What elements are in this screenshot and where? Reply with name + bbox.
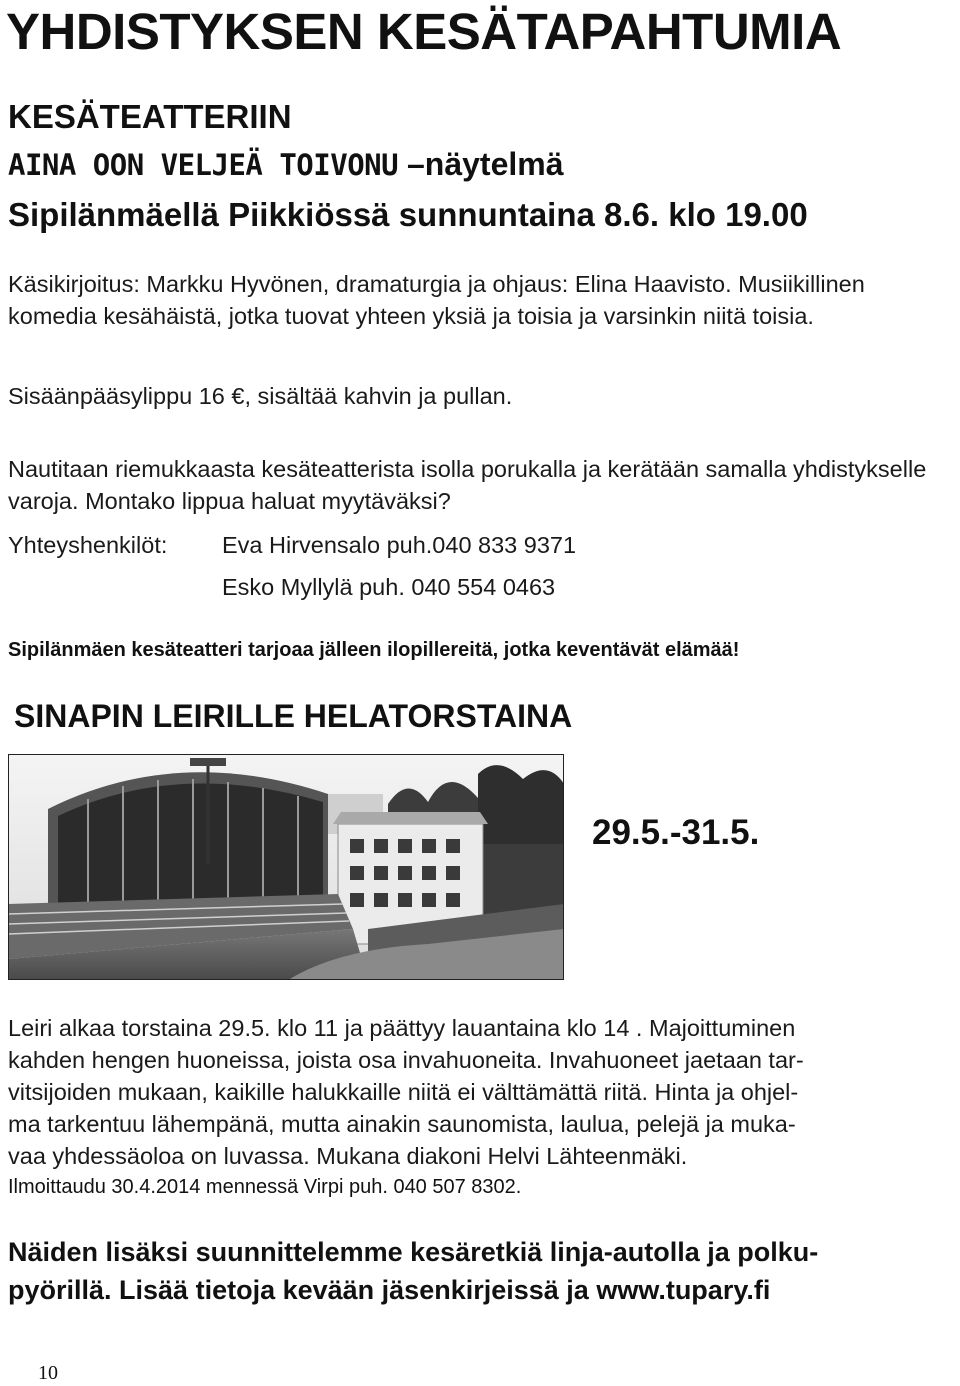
camp-description-line: kahden hengen huoneissa, joista osa invahuoneita. Invahuoneet jaetaan tar- xyxy=(8,1047,804,1073)
theatre-invitation: Nautitaan riemukkaasta kesäteatterista isolla porukalla ja kerätään samalla yhdistykselle varoja. Montako lippua haluat myytäväksi? xyxy=(8,456,927,514)
camp-description-line: ma tarkentuu lähempänä, mutta ainakin saunomista, laulua, pelejä ja muka- xyxy=(8,1111,796,1137)
camp-heading: SINAPIN LEIRILLE HELATORSTAINA xyxy=(14,698,573,734)
page-title: YHDISTYKSEN KESÄTAPAHTUMIA xyxy=(6,3,842,60)
camp-dates: 29.5.-31.5. xyxy=(592,813,760,852)
play-title: AINA OON VELJEÄ TOIVONU xyxy=(8,148,399,182)
ticket-info: Sisäänpääsylippu 16 €, sisältää kahvin ja pullan. xyxy=(8,383,513,409)
camp-description-line: vitsijoiden mukaan, kaikille halukkaille niitä ei välttämättä riitä. Hinta ja ohjel- xyxy=(8,1079,799,1105)
theatre-tagline: Sipilänmäen kesäteatteri tarjoaa jälleen ilopillereitä, jotka keventävät elämää! xyxy=(8,639,740,661)
camp-description-line: vaa yhdessäoloa on luvassa. Mukana diakoni Helvi Lähteenmäki. xyxy=(8,1143,688,1169)
closing-line: pyörillä. Lisää tietoja kevään jäsenkirjeissä ja www.tupary.fi xyxy=(8,1275,771,1305)
closing-note xyxy=(8,1233,818,1309)
camp-description xyxy=(8,1012,958,1172)
camp-building-photo xyxy=(8,754,564,980)
play-suffix: –näytelmä xyxy=(398,146,564,182)
closing-line: Näiden lisäksi suunnittelemme kesäretkiä linja-autolla ja polku- xyxy=(8,1237,819,1267)
theatre-venue: Sipilänmäellä Piikkiössä sunnuntaina 8.6. klo 19.00 xyxy=(8,196,808,233)
theatre-credits: Käsikirjoitus: Markku Hyvönen, dramaturgia ja ohjaus: Elina Haavisto. Musiikillinen komedia kesähäistä, jotka tuovat yhteen yksiä ja toisia ja varsinkin niitä toisia. xyxy=(8,271,865,329)
theatre-heading: KESÄTEATTERIIN xyxy=(8,98,292,135)
page-number: 10 xyxy=(38,1362,58,1384)
contact-person: Esko Myllylä puh. 040 554 0463 xyxy=(222,574,556,600)
play-title-line xyxy=(8,146,564,183)
camp-description-line: Leiri alkaa torstaina 29.5. klo 11 ja päättyy lauantaina klo 14 . Majoittuminen xyxy=(8,1015,796,1041)
contacts-label: Yhteyshenkilöt: xyxy=(8,532,168,558)
camp-registration: Ilmoittaudu 30.4.2014 mennessä Virpi puh. 040 507 8302. xyxy=(8,1176,522,1198)
contact-person: Eva Hirvensalo puh.040 833 9371 xyxy=(222,532,577,558)
